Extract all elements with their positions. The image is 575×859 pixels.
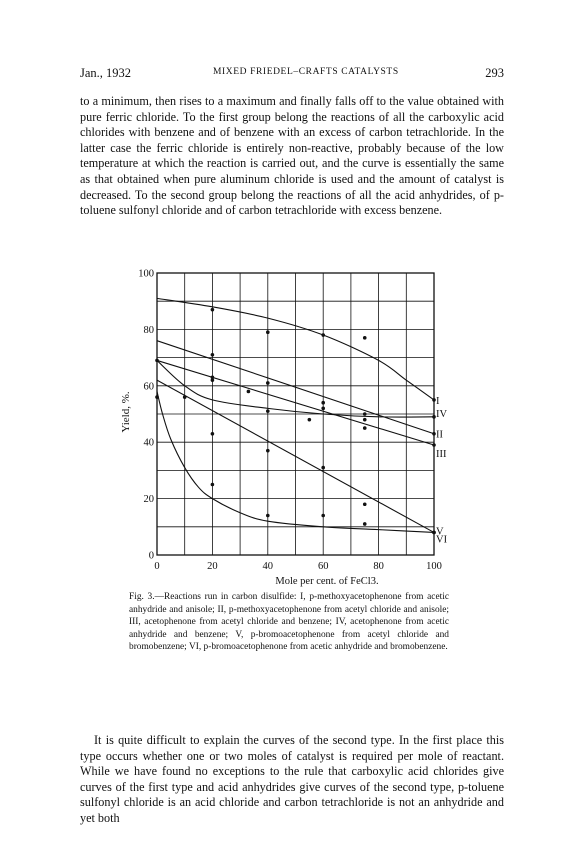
y-tick-label: 80 xyxy=(143,324,154,336)
x-tick-label: 60 xyxy=(317,561,329,572)
figure-caption: Fig. 3.—Reactions run in carbon disulfide: I, p-methoxyacetophenone from acetic anhydride and anisole; II, p-methoxyacetophenone from acetyl chloride and anisole; III, acetophenone from acetyl chloride and benzene; IV, acetophenone from acetic anhydride and benzene; V, p-bromoacetophenone from acetyl chloride and bromobenzene; VI, p-bromoacetophenone from acetic anhydride and bromobenzene. xyxy=(129,592,449,653)
yield-chart xyxy=(120,266,462,587)
series-i-label: I xyxy=(436,395,440,407)
x-tick-label: 80 xyxy=(373,561,384,572)
series-i-point xyxy=(363,336,367,340)
series-i-point xyxy=(321,333,325,337)
body-paragraph-bottom: It is quite difficult to explain the curves of the second type. In the first place this type occurs whether one or two moles of catalyst is required per mole of reactant. While we have found no exceptions to the rule that carboxylic acid chlorides give curves of the first type and acid anhydrides give curves of the second type, p-toluene sulfonyl chloride is an acid chloride and carbon tetrachloride is not an anhydride and yet both xyxy=(80,733,504,825)
x-tick-label: 40 xyxy=(262,561,274,572)
series-iv-label: IV xyxy=(436,408,448,420)
y-tick-label: 0 xyxy=(148,550,154,562)
y-tick-label: 100 xyxy=(138,268,154,280)
series-vi-point xyxy=(363,522,367,526)
series-iv-point xyxy=(363,412,367,416)
series-ii-point xyxy=(211,353,215,357)
series-v-point xyxy=(266,449,270,453)
header-date: Jan., 1932 xyxy=(80,66,132,80)
series-ii-point xyxy=(266,381,270,385)
y-tick-label: 20 xyxy=(143,494,154,506)
series-iv-point xyxy=(266,409,270,413)
series-iv-point xyxy=(321,401,325,405)
y-axis-title: Yield, %. xyxy=(120,391,132,433)
series-v-label: V xyxy=(436,526,444,538)
series-vi-point xyxy=(266,514,270,518)
series-ii-point xyxy=(363,418,367,422)
series-v-point xyxy=(363,502,367,506)
series-v-point xyxy=(211,432,215,436)
series-ii-label: II xyxy=(436,429,443,441)
x-tick-label: 0 xyxy=(154,561,160,572)
series-iii-point xyxy=(247,390,251,394)
x-tick-label: 20 xyxy=(207,561,218,572)
series-iii-label: III xyxy=(436,449,447,461)
page-number: 293 xyxy=(485,66,504,80)
series-i-point xyxy=(266,330,270,334)
x-tick-label: 100 xyxy=(426,561,442,572)
series-v-point xyxy=(321,466,325,470)
series-vi-point xyxy=(155,395,159,399)
running-title: MIXED FRIEDEL–CRAFTS CATALYSTS xyxy=(213,67,399,77)
body-paragraph-top: to a minimum, then rises to a maximum and finally falls off to the value obtained with pure ferric chloride. To the first group belong the reactions of all the carboxylic acid chlorides with benzene and of benzene with an excess of carbon tetrachloride. In the latter case the ferric chloride is entirely non-reactive, probably because of the low temperature at which the reaction is carried out, and the curve is essentially the same as that obtained when pure aluminum chloride is used and the amount of catalyst is decreased. To the second group belong the reactions of all the acid anhydrides, of p-toluene sulfonyl chloride and of carbon tetrachloride with excess benzene. xyxy=(80,94,504,218)
series-vi-point xyxy=(211,483,215,487)
yield-chart-figure xyxy=(120,266,462,587)
series-iii-point xyxy=(308,418,312,422)
y-tick-label: 60 xyxy=(143,381,154,393)
series-iv-point xyxy=(211,378,215,382)
x-axis-title: Mole per cent. of FeCl3. xyxy=(275,576,379,587)
series-iv-point xyxy=(155,359,159,363)
series-vi-label: VI xyxy=(436,534,448,546)
series-iii-point xyxy=(432,443,436,447)
series-i-point xyxy=(211,308,215,312)
y-tick-label: 40 xyxy=(143,437,154,449)
series-vi-point xyxy=(321,514,325,518)
page-header xyxy=(80,66,504,84)
series-iii-point xyxy=(363,426,367,430)
series-ii-point xyxy=(321,407,325,411)
